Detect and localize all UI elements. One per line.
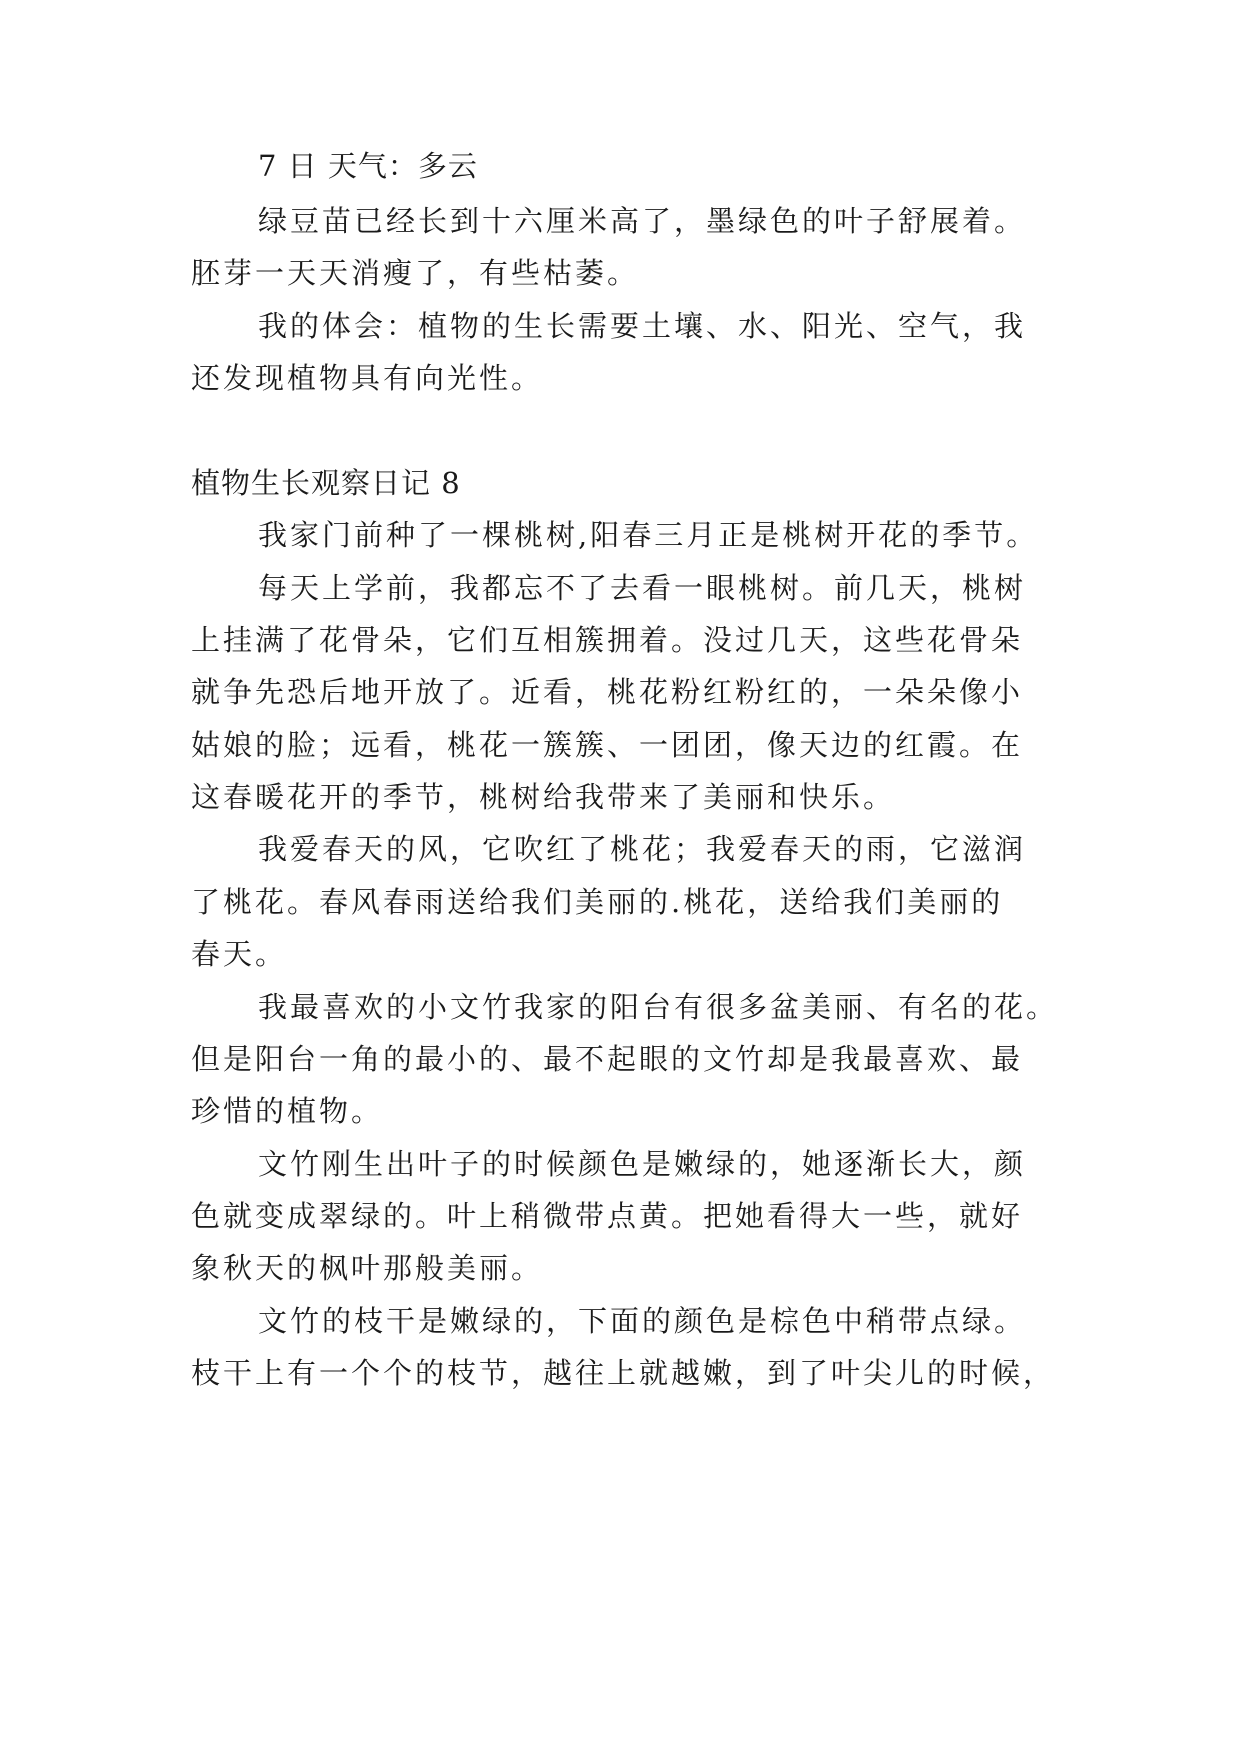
paragraph-6-line-1: 我最喜欢的小文竹我家的阳台有很多盆美丽、有名的花。 [258, 990, 1059, 1024]
paragraph-4-line-3: 就争先恐后地开放了。近看，桃花粉红粉红的，一朵朵像小 [191, 675, 1024, 709]
paragraph-5-line-2: 了桃花。春风春雨送给我们美丽的.桃花，送给我们美丽的 [191, 885, 1004, 919]
paragraph-4-line-5: 这春暖花开的季节，桃树给我带来了美丽和快乐。 [191, 780, 896, 814]
section-title: 植物生长观察日记 8 [191, 466, 461, 500]
paragraph-8-line-2: 枝干上有一个个的枝节，越往上就越嫩，到了叶尖儿的时候， [191, 1356, 1056, 1390]
paragraph-3-line-1: 我家门前种了一棵桃树,阳春三月正是桃树开花的季节。 [258, 518, 1039, 552]
paragraph-1-line-1: 绿豆苗已经长到十六厘米高了，墨绿色的叶子舒展着。 [258, 204, 1027, 238]
paragraph-8-line-1: 文竹的枝干是嫩绿的，下面的颜色是棕色中稍带点绿。 [258, 1304, 1027, 1338]
paragraph-4-line-2: 上挂满了花骨朵，它们互相簇拥着。没过几天，这些花骨朵 [191, 623, 1024, 657]
paragraph-6-line-2: 但是阳台一角的最小的、最不起眼的文竹却是我最喜欢、最 [191, 1042, 1024, 1076]
paragraph-7-line-2: 色就变成翠绿的。叶上稍微带点黄。把她看得大一些，就好 [191, 1199, 1024, 1233]
paragraph-7-line-1: 文竹刚生出叶子的时候颜色是嫩绿的，她逐渐长大，颜 [258, 1147, 1027, 1181]
entry-heading: 7 日 天气：多云 [258, 149, 478, 183]
paragraph-2-line-2: 还发现植物具有向光性。 [191, 361, 544, 395]
paragraph-5-line-1: 我爱春天的风，它吹红了桃花；我爱春天的雨，它滋润 [258, 832, 1027, 866]
paragraph-5-line-3: 春天。 [191, 937, 288, 971]
paragraph-2-line-1: 我的体会：植物的生长需要土壤、水、阳光、空气，我 [258, 309, 1027, 343]
paragraph-6-line-3: 珍惜的植物。 [191, 1094, 384, 1128]
paragraph-7-line-3: 象秋天的枫叶那般美丽。 [191, 1251, 544, 1285]
paragraph-4-line-1: 每天上学前，我都忘不了去看一眼桃树。前几天，桃树 [258, 571, 1027, 605]
paragraph-4-line-4: 姑娘的脸；远看，桃花一簇簇、一团团，像天边的红霞。在 [191, 728, 1024, 762]
paragraph-1-line-2: 胚芽一天天消瘦了，有些枯萎。 [191, 256, 640, 290]
